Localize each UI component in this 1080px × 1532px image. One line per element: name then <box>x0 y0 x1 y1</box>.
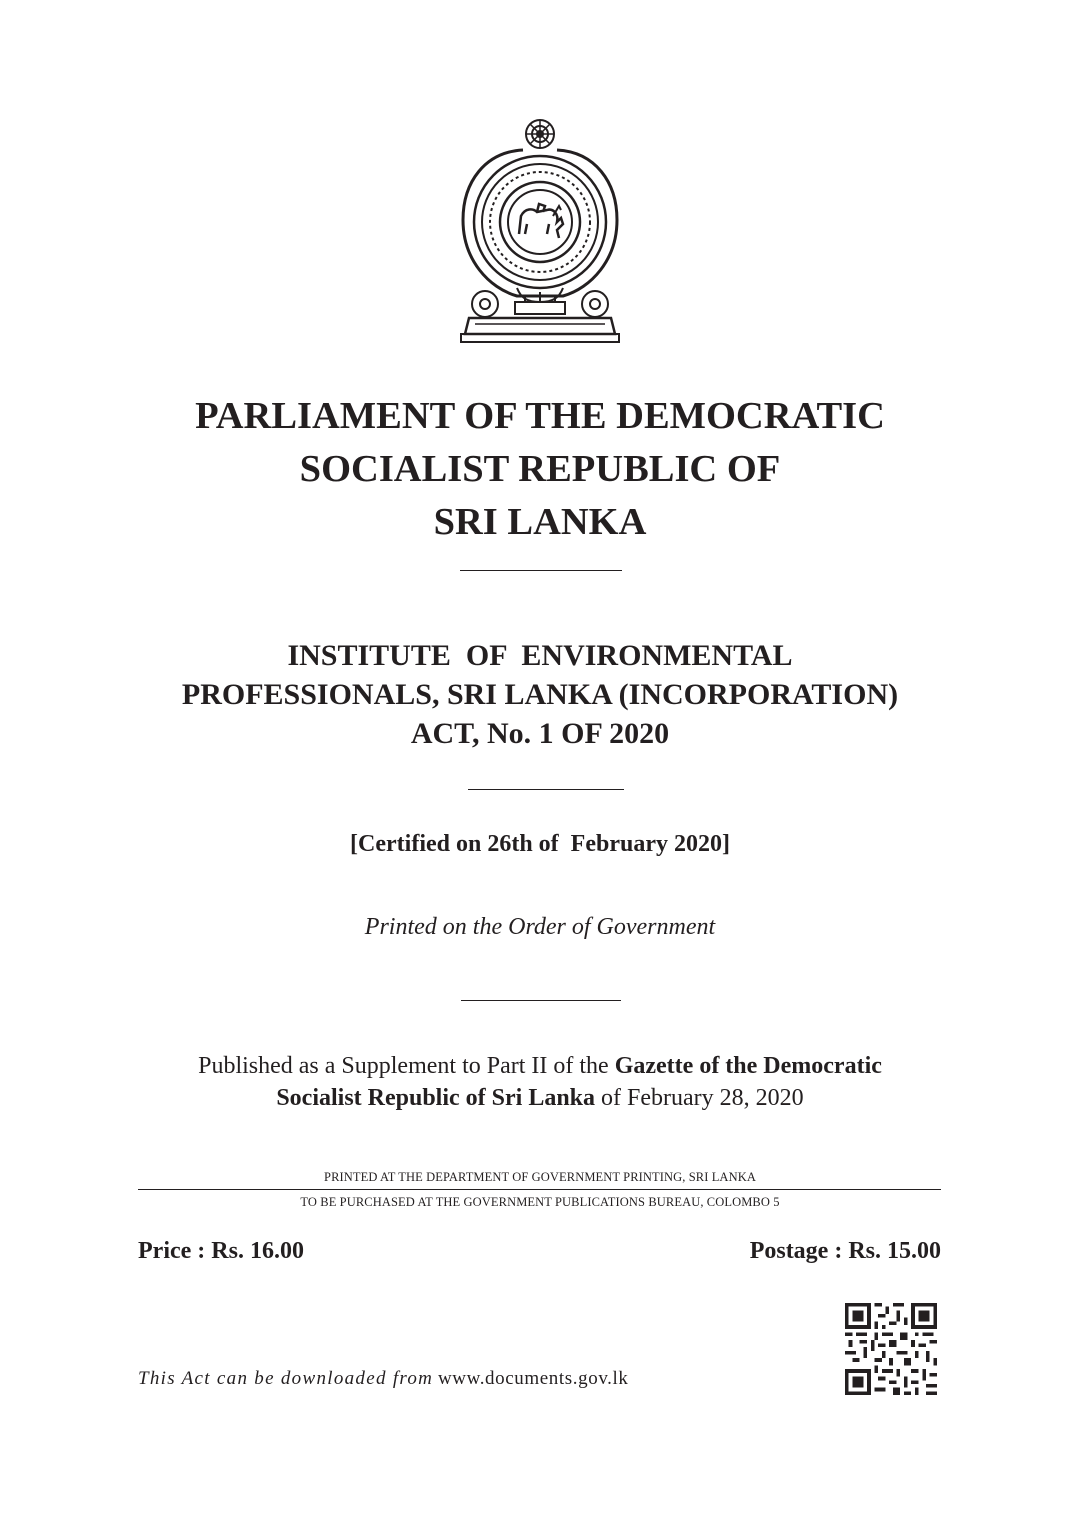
qr-code-icon <box>845 1303 937 1395</box>
divider <box>468 789 624 790</box>
sri-lanka-state-emblem-icon <box>455 112 625 344</box>
download-text: This Act can be downloaded from <box>138 1368 434 1389</box>
parliament-line-2: SOCIALIST REPUBLIC OF <box>299 448 781 490</box>
download-url[interactable]: www.documents.gov.lk <box>437 1368 629 1389</box>
gazette-name-part1: Gazette of the Democratic <box>614 1053 882 1079</box>
printed-order-note: Printed on the Order of Government <box>364 914 716 940</box>
gazette-name-part2: Socialist Republic of Sri Lanka <box>276 1085 596 1111</box>
act-title <box>0 636 1080 753</box>
parliament-heading <box>0 390 1080 549</box>
publication-date: of February 28, 2020 <box>595 1085 804 1111</box>
certified-date: [Certified on 26th of February 2020] <box>350 831 730 857</box>
price-label: Price : Rs. 16.00 <box>138 1238 304 1264</box>
divider <box>460 570 622 571</box>
purchase-note: TO BE PURCHASED AT THE GOVERNMENT PUBLICATIONS BUREAU, COLOMBO 5 <box>300 1195 780 1209</box>
parliament-line-1: PARLIAMENT OF THE DEMOCRATIC <box>195 395 885 437</box>
publication-prefix: Published as a Supplement to Part II of the <box>198 1053 615 1079</box>
act-title-line-1: INSTITUTE OF ENVIRONMENTAL <box>287 639 793 672</box>
parliament-line-3: SRI LANKA <box>433 501 647 543</box>
divider <box>138 1189 941 1190</box>
download-note <box>138 1368 629 1390</box>
publication-note <box>0 1050 1080 1114</box>
printed-at-note: PRINTED AT THE DEPARTMENT OF GOVERNMENT PRINTING, SRI LANKA <box>324 1170 756 1184</box>
act-title-line-2: PROFESSIONALS, SRI LANKA (INCORPORATION) <box>181 678 899 711</box>
divider <box>461 1000 621 1001</box>
postage-label: Postage : Rs. 15.00 <box>749 1238 941 1264</box>
act-title-line-3: ACT, No. 1 OF 2020 <box>410 717 670 750</box>
